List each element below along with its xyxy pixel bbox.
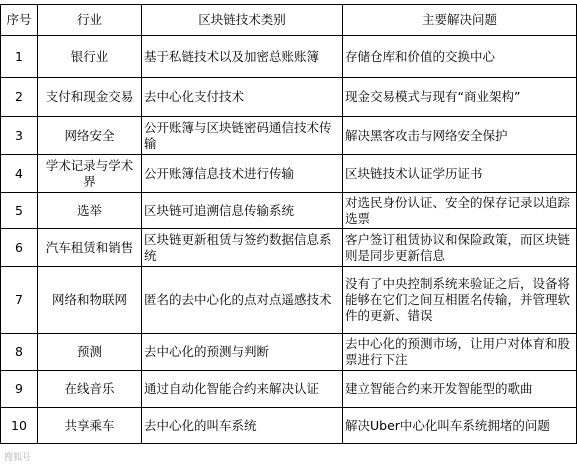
cell-main-problem: 现金交易模式与现有“商业架构” — [343, 78, 577, 117]
cell-main-problem: 解决黑客攻击与网络安全保护 — [343, 117, 577, 155]
cell-index: 3 — [1, 117, 38, 155]
cell-main-problem: 建立智能合约来开发智能型的歌曲 — [343, 371, 577, 408]
header-tech-category: 区块链技术类别 — [142, 5, 343, 36]
cell-industry: 选举 — [38, 193, 142, 229]
cell-tech-category: 去中心化支付技术 — [142, 78, 343, 117]
cell-main-problem: 存储仓库和价值的交换中心 — [343, 36, 577, 78]
cell-industry: 学术记录与学术界 — [38, 155, 142, 193]
cell-industry: 网络安全 — [38, 117, 142, 155]
cell-industry: 在线音乐 — [38, 371, 142, 408]
table-row — [1, 117, 577, 155]
header-main-problem: 主要解决问题 — [343, 5, 577, 36]
cell-index: 6 — [1, 229, 38, 267]
cell-main-problem: 去中心化的预测市场，让用户对体育和股票进行下注 — [343, 334, 577, 371]
cell-index: 9 — [1, 371, 38, 408]
cell-tech-category: 区块链更新租赁与签约数据信息系统 — [142, 229, 343, 267]
blockchain-industry-table — [0, 4, 577, 444]
cell-industry: 共享乘车 — [38, 408, 142, 444]
table-row — [1, 229, 577, 267]
cell-industry: 支付和现金交易 — [38, 78, 142, 117]
cell-index: 1 — [1, 36, 38, 78]
cell-main-problem: 对选民身份认证、安全的保存记录以追踪选票 — [343, 193, 577, 229]
cell-index: 10 — [1, 408, 38, 444]
cell-tech-category: 公开账簿信息技术进行传输 — [142, 155, 343, 193]
cell-tech-category: 区块链可追溯信息传输系统 — [142, 193, 343, 229]
cell-industry: 网络和物联网 — [38, 267, 142, 334]
cell-main-problem: 解决Uber中心化叫车系统拥堵的问题 — [343, 408, 577, 444]
table-row — [1, 155, 577, 193]
cell-index: 5 — [1, 193, 38, 229]
cell-industry: 预测 — [38, 334, 142, 371]
cell-main-problem: 区块链技术认证学历证书 — [343, 155, 577, 193]
cell-industry: 银行业 — [38, 36, 142, 78]
cell-tech-category: 去中心化的预测与判断 — [142, 334, 343, 371]
cell-tech-category: 去中心化的叫车系统 — [142, 408, 343, 444]
table-row — [1, 193, 577, 229]
header-index: 序号 — [1, 5, 38, 36]
table-row — [1, 78, 577, 117]
cell-main-problem: 客户签订租赁协议和保险政策，而区块链则是同步更新信息 — [343, 229, 577, 267]
watermark: 搜狐号 — [4, 453, 32, 463]
table-row — [1, 36, 577, 78]
cell-index: 8 — [1, 334, 38, 371]
table-header-row — [1, 5, 577, 36]
cell-industry: 汽车租赁和销售 — [38, 229, 142, 267]
cell-index: 2 — [1, 78, 38, 117]
table-row — [1, 371, 577, 408]
cell-main-problem: 没有了中央控制系统来验证之后，设备将能够在它们之间互相匿名传输，并管理软件的更新、错误 — [343, 267, 577, 334]
table-row — [1, 267, 577, 334]
header-industry: 行业 — [38, 5, 142, 36]
cell-tech-category: 通过自动化智能合约来解决认证 — [142, 371, 343, 408]
cell-index: 7 — [1, 267, 38, 334]
cell-tech-category: 基于私链技术以及加密总账账簿 — [142, 36, 343, 78]
cell-tech-category: 匿名的去中心化的点对点遥感技术 — [142, 267, 343, 334]
table-row — [1, 334, 577, 371]
table-row — [1, 408, 577, 444]
cell-tech-category: 公开账簿与区块链密码通信技术传输 — [142, 117, 343, 155]
cell-index: 4 — [1, 155, 38, 193]
